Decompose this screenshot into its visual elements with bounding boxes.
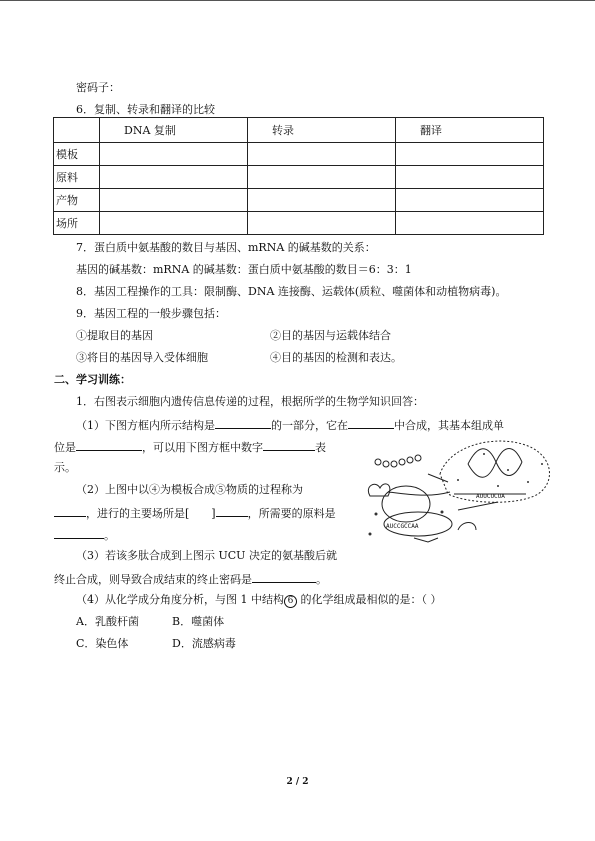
q7-title: 7．蛋白质中氨基酸的数目与基因、mRNA 的碱基数的关系： (76, 241, 376, 254)
option-b[interactable]: B．噬菌体 (172, 615, 225, 628)
option-d[interactable]: D．流感病毒 (172, 637, 236, 650)
option-a[interactable]: A．乳酸杆菌 (76, 615, 139, 628)
step-4: ④目的基因的检测和表达。 (270, 351, 402, 364)
codon-line: 密码子： (76, 81, 120, 94)
figure-label: AUUCUCUA (476, 493, 505, 500)
option-c[interactable]: C．染色体 (76, 637, 129, 650)
table-header-cell: 转录 (248, 118, 396, 143)
subq-2-line1: （2）上图中以④为模板合成⑤物质的过程称为 (76, 483, 303, 496)
table-row (54, 189, 544, 212)
subq-1-line1: （1）下图方框内所示结构是 的一部分，它在 中合成，其基本组成单 (76, 419, 504, 432)
table-header-cell (54, 118, 100, 143)
answer-blank[interactable] (76, 439, 142, 451)
row-label: 原料 (54, 166, 100, 189)
subq-2-line3: 。 (54, 527, 115, 543)
table-row (54, 166, 544, 189)
answer-blank[interactable] (263, 439, 315, 451)
answer-blank[interactable] (348, 417, 394, 429)
subq-1-line2: 位是 ，可以用下图方框中数字 表 (54, 441, 326, 454)
answer-blank[interactable] (54, 527, 104, 539)
table-header-row (54, 118, 544, 143)
subq-3-line1: （3）若该多肽合成到上图示 UCU 决定的氨基酸后就 (76, 549, 337, 562)
step-3: ③将目的基因导入受体细胞 (76, 351, 208, 364)
table-header-cell: DNA 复制 (100, 118, 248, 143)
section-title: 二、学习训练： (54, 373, 131, 386)
page-number: 2 / 2 (286, 777, 309, 787)
table-header-cell: 翻译 (396, 118, 544, 143)
subq-4-line: （4）从化学成分角度分析，与图 1 中结构 6 的化学组成最相似的是：（ ） (76, 593, 442, 606)
answer-blank[interactable] (252, 571, 316, 583)
q9-title: 9．基因工程的一般步骤包括： (76, 307, 226, 320)
answer-blank[interactable] (216, 505, 248, 517)
q8-line: 8．基因工程操作的工具：限制酶、DNA 连接酶、运载体(质粒、噬菌体和动植物病毒)。 (76, 285, 507, 298)
circled-number: 6 (284, 595, 297, 608)
answer-blank[interactable] (215, 417, 271, 429)
row-label: 产物 (54, 189, 100, 212)
step-2: ②目的基因与运载体结合 (270, 329, 391, 342)
comparison-table (53, 117, 544, 235)
figure-label: AUCCGCCAA (386, 523, 419, 530)
subq-2-line2: ，进行的主要场所是[ ] ，所需要的原料是 (54, 505, 336, 521)
subq-3-line2: 终止合成，则导致合成结束的终止密码是 。 (54, 573, 327, 586)
q7-body: 基因的碱基数：mRNA 的碱基数：蛋白质中氨基酸的数目＝6：3：1 (76, 263, 412, 276)
gene-expression-figure (358, 434, 558, 552)
row-label: 场所 (54, 212, 100, 235)
header-rule (0, 0, 595, 1)
step-1: ①提取目的基因 (76, 329, 153, 342)
subq-1-line3: 示。 (54, 461, 76, 474)
table-row (54, 143, 544, 166)
q6-title: 6．复制、转录和翻译的比较 (76, 103, 215, 116)
problem-1-intro: 1．右图表示细胞内遗传信息传递的过程，根据所学的生物学知识回答： (76, 395, 424, 408)
answer-blank[interactable] (54, 505, 86, 517)
table-row (54, 212, 544, 235)
row-label: 模板 (54, 143, 100, 166)
